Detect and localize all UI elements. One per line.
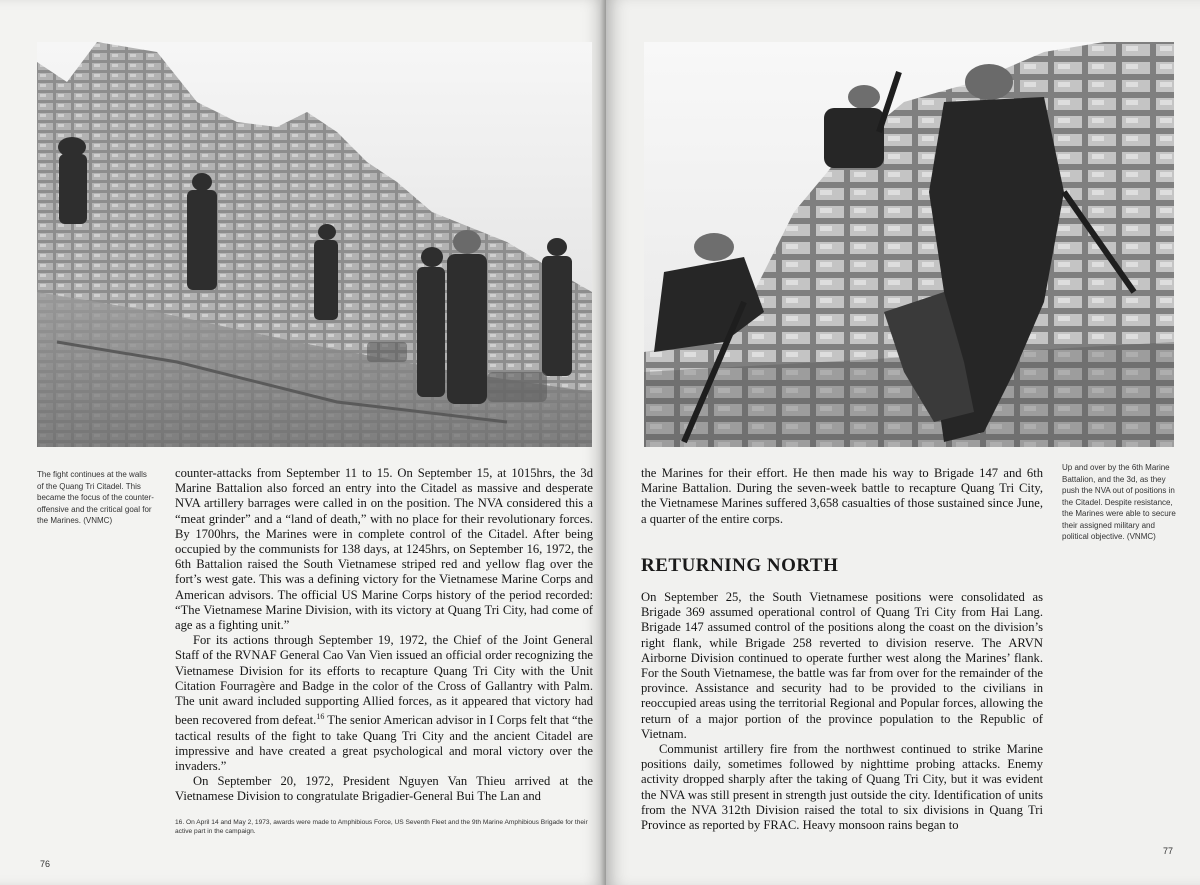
right-page <box>606 0 1200 885</box>
paragraph: On September 25, the South Vietnamese positions were consolidated as Brigade 369 assumed operational control of Quang Tri City from Hai Lang. Brigade 147 assumed control of the positions along the coast on the division’s right flank, while Brigade 258 reverted to division reserve. The ARVN Airborne Division continued to operate further west along the Marines’ flank. For the South Vietnamese, the battle was far from over for the remainder of the province. Assistance and security had to be provided to the civilians in reoccupied areas using the territorial Regional and Popular forces, allowing the return of a major portion of the province population to the Republic of Vietnam. <box>641 590 1043 741</box>
paragraph-text: The senior American advisor in I Corps felt that “the tactical results of the fight to take Quang Tri City and the ancient Citadel are impressive and have created a great psychological and moral victory over the invaders.” <box>175 713 593 774</box>
footnote: 16. On April 14 and May 2, 1973, awards were made to Amphibious Force, US Seventh Fleet and the 9th Marine Amphibious Brigade for their active part in the campaign. <box>175 819 588 835</box>
paragraph: On September 20, 1972, President Nguyen Van Thieu arrived at the Vietnamese Division to congratulate Brigadier-General Bui The Lan and <box>175 774 593 804</box>
paragraph <box>175 633 593 774</box>
page-number: 77 <box>1163 846 1174 856</box>
right-body-text <box>641 590 1043 833</box>
photo-caption: Up and over by the 6th Marine Battalion, and the 3d, as they push the NVA out of positions in the Citadel. Despite resistance, the Marines were able to secure their assigned military and political objective. (VNMC) <box>1062 463 1176 541</box>
footnote-reference: 16 <box>316 712 325 722</box>
paragraph: counter-attacks from September 11 to 15. On September 15, at 1015hrs, the 3d Marine Battalion also forced an entry into the Citadel as massive and desperate NVA artillery barrages were called in on the position. The NVA considered this a “meat grinder” and a “land of death,” with no place for their revolutionary forces. By 1700hrs, the Marines were in complete control of the Citadel. After being occupied by the communists for 138 days, at 1245hrs, on September 16, 1972, the 6th Battalion raised the South Vietnamese striped red and yellow flag over the fort’s west gate. This was a defining victory for the Vietnamese Marine Corps and American advisors. The official US Marine Corps history of the period recorded: “The Vietnamese Marine Division, with its victory at Quang Tri City, had come of age as a fighting unit.” <box>175 466 593 633</box>
citadel-wall-photo <box>37 42 592 447</box>
left-body-text <box>175 466 593 805</box>
page-number: 76 <box>40 859 51 869</box>
citadel-wall-photo-graphic <box>37 42 592 447</box>
paragraph: the Marines for their effort. He then made his way to Brigade 147 and 6th Marine Battalion. During the seven-week battle to recapture Quang Tri City, the Vietnamese Marines suffered 3,658 casualties of those sustained since June, a quarter of the entire corps. <box>641 466 1043 526</box>
paragraph-text: For its actions through September 19, 1972, the Chief of the Joint General Staff of the RVNAF General Cao Van Vien issued an official order recognizing the Vietnamese Division for its efforts to recapture Quang Tri City with the Unit Citation Fourragère and Badge in the color of the Cross of Gallantry with Palm. The unit award included supporting Allied forces, as it appeared that victory had been recovered from defeat. <box>175 633 593 728</box>
section-heading: RETURNING NORTH <box>641 555 839 576</box>
photo-caption: The fight continues at the walls of the Quang Tri Citadel. This became the focus of the counter-offensive and the critical goal for the Marines. (VNMC) <box>37 470 154 525</box>
right-intro-text <box>641 466 1043 527</box>
marines-climbing-photo-graphic <box>644 42 1174 447</box>
marines-climbing-photo <box>644 42 1174 447</box>
paragraph: Communist artillery fire from the northwest continued to strike Marine positions daily, sometimes followed by nighttime probing attacks. Enemy activity dropped sharply after the taking of Quang Tri City, but it was evident the NVA was still present in strength just outside the city. Identification of units from the NVA 312th Division raised the total to six divisions in Quang Tri Province as reported by FRAC. Heavy monsoon rains began to <box>641 742 1043 833</box>
